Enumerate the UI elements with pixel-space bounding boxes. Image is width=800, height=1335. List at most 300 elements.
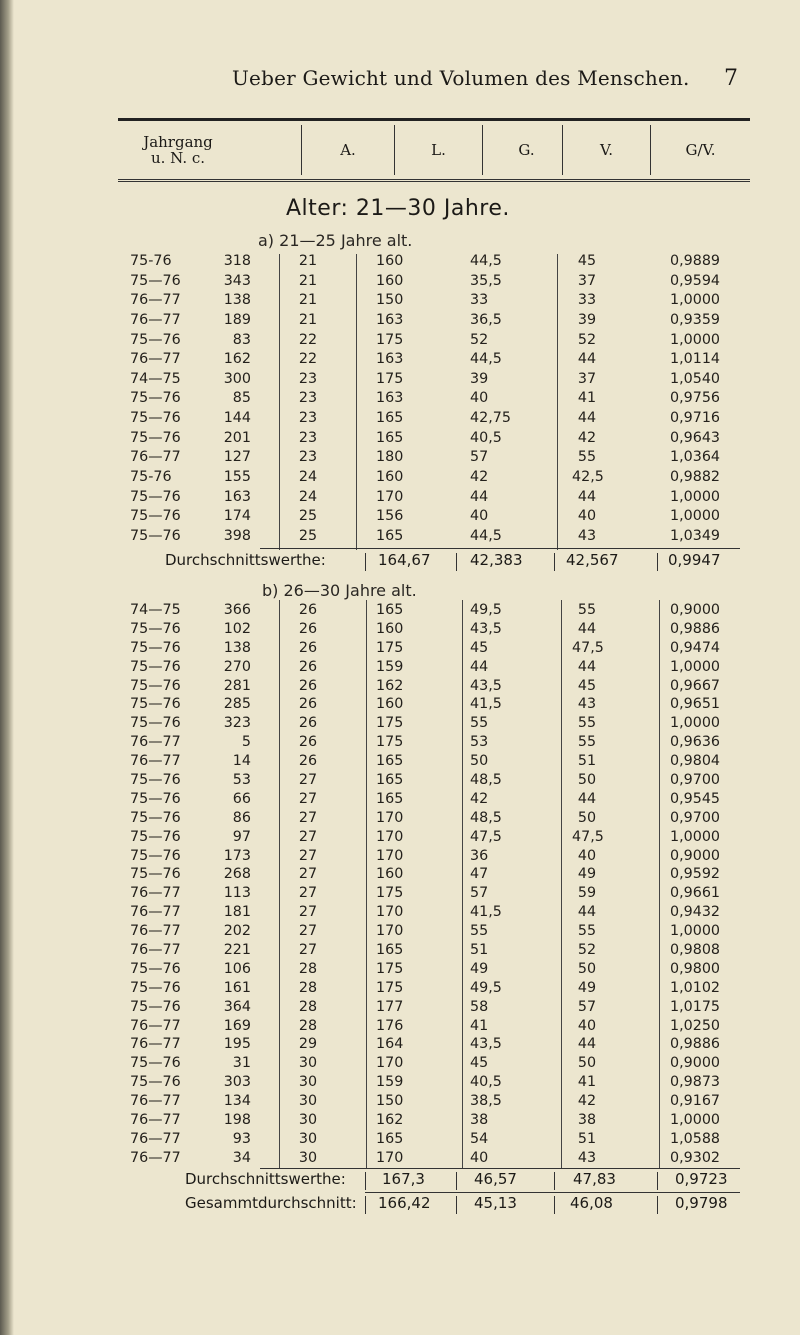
- cell-laenge: 165: [376, 602, 404, 618]
- column-header-l: L.: [431, 141, 446, 159]
- cell-jahrgang: 74—75: [130, 370, 181, 387]
- cell-g-v: 0,9882: [670, 469, 721, 486]
- cell-g-v: 1,0000: [670, 508, 721, 525]
- cell-jahrgang: 74—75: [130, 602, 181, 618]
- cell-laenge: 159: [376, 658, 404, 675]
- cell-nummer: 202: [223, 923, 251, 940]
- cell-g-v: 0,9000: [670, 602, 721, 618]
- column-header-g: G.: [518, 141, 535, 159]
- cell-jahrgang: 76—77: [130, 753, 181, 770]
- cell-laenge: 165: [376, 790, 404, 807]
- average-label: Durchschnittswerthe:: [185, 1170, 346, 1188]
- cell-nummer: 198: [223, 1112, 251, 1129]
- cell-gewicht: 49,5: [470, 602, 502, 618]
- table-row: [0, 865, 800, 884]
- table-row: [0, 714, 800, 733]
- cell-alter: 27: [298, 790, 318, 807]
- cell-g-v: 0,9804: [670, 753, 721, 770]
- cell-gewicht: 33: [470, 292, 489, 309]
- cell-alter: 29: [298, 1036, 318, 1053]
- cell-laenge: 160: [376, 272, 404, 289]
- page-header: [0, 66, 800, 96]
- table-row: [0, 639, 800, 658]
- cell-laenge: 175: [376, 715, 404, 732]
- cell-nummer: 66: [232, 790, 251, 807]
- cell-nummer: 5: [241, 734, 251, 751]
- cell-jahrgang: 76—77: [130, 449, 181, 466]
- cell-jahrgang: 75—76: [130, 790, 181, 807]
- cell-volumen: 44: [577, 488, 597, 505]
- average-v: 47,83: [573, 1170, 616, 1188]
- group-b-average-row: [0, 1167, 800, 1191]
- cell-alter: 23: [298, 410, 318, 427]
- cell-nummer: 268: [223, 866, 251, 883]
- cell-nummer: 162: [223, 351, 251, 368]
- cell-gewicht: 58: [470, 998, 489, 1015]
- average-v: 42,567: [566, 551, 619, 569]
- cell-gewicht: 41: [470, 1017, 489, 1034]
- cell-laenge: 160: [376, 253, 404, 269]
- cell-laenge: 175: [376, 639, 404, 656]
- table-row: [0, 507, 800, 527]
- cell-g-v: 1,0364: [670, 449, 721, 466]
- group-a-average-row: [0, 548, 800, 572]
- cell-gewicht: 51: [470, 942, 489, 959]
- cell-nummer: 34: [232, 1149, 251, 1166]
- column-header-row: [118, 118, 750, 182]
- cell-laenge: 180: [376, 449, 404, 466]
- cell-alter: 26: [298, 620, 318, 637]
- table-row: [0, 370, 800, 390]
- cell-gewicht: 43,5: [470, 620, 502, 637]
- cell-alter: 26: [298, 658, 318, 675]
- cell-gewicht: 43,5: [470, 677, 502, 694]
- cell-jahrgang: 76—77: [130, 1093, 181, 1110]
- cell-nummer: 201: [223, 429, 251, 446]
- cell-laenge: 165: [376, 753, 404, 770]
- cell-volumen: 52: [577, 942, 597, 959]
- cell-g-v: 0,9643: [670, 429, 721, 446]
- cell-alter: 28: [298, 1017, 318, 1034]
- cell-alter: 27: [298, 885, 318, 902]
- cell-alter: 30: [298, 1149, 318, 1166]
- cell-g-v: 0,9359: [670, 311, 721, 328]
- cell-nummer: 113: [223, 885, 251, 902]
- cell-alter: 24: [298, 488, 318, 505]
- table-row: [0, 350, 800, 370]
- table-row: [0, 847, 800, 866]
- cell-nummer: 93: [232, 1130, 251, 1147]
- cell-gewicht: 42: [470, 790, 489, 807]
- cell-gewicht: 45: [470, 1055, 489, 1072]
- average-gv: 0,9947: [668, 551, 721, 569]
- cell-alter: 28: [298, 998, 318, 1015]
- column-rule: [456, 1196, 457, 1214]
- cell-volumen: 37: [577, 370, 597, 387]
- column-header-gv: G/V.: [685, 141, 716, 159]
- page-number: 7: [724, 66, 738, 91]
- cell-alter: 23: [298, 390, 318, 407]
- cell-nummer: 398: [223, 527, 251, 544]
- cell-nummer: 281: [223, 677, 251, 694]
- cell-alter: 23: [298, 429, 318, 446]
- cell-nummer: 31: [232, 1055, 251, 1072]
- table-row: [0, 752, 800, 771]
- cell-nummer: 138: [223, 292, 251, 309]
- cell-volumen: 55: [577, 923, 597, 940]
- cell-g-v: 0,9756: [670, 390, 721, 407]
- cell-g-v: 0,9700: [670, 809, 721, 826]
- cell-nummer: 138: [223, 639, 251, 656]
- cell-alter: 26: [298, 602, 318, 618]
- cell-laenge: 162: [376, 677, 404, 694]
- cell-laenge: 163: [376, 351, 404, 368]
- table-row: [0, 998, 800, 1017]
- table-row: [0, 272, 800, 292]
- cell-laenge: 165: [376, 410, 404, 427]
- cell-jahrgang: 75—76: [130, 488, 181, 505]
- average-l: 167,3: [382, 1170, 425, 1188]
- cell-laenge: 175: [376, 960, 404, 977]
- cell-jahrgang: 75—76: [130, 696, 181, 713]
- cell-volumen: 55: [577, 449, 597, 466]
- table-row: [0, 658, 800, 677]
- cell-laenge: 176: [376, 1017, 404, 1034]
- cell-nummer: 189: [223, 311, 251, 328]
- table-row: [0, 620, 800, 639]
- column-rule: [365, 553, 366, 571]
- cell-volumen: 41: [577, 1074, 597, 1091]
- cell-volumen: 44: [577, 410, 597, 427]
- cell-nummer: 163: [223, 488, 251, 505]
- cell-nummer: 364: [223, 998, 251, 1015]
- average-label: Durchschnittswerthe:: [165, 551, 326, 569]
- cell-laenge: 165: [376, 527, 404, 544]
- cell-jahrgang: 76—77: [130, 923, 181, 940]
- cell-jahrgang: 75—76: [130, 847, 181, 864]
- cell-jahrgang: 76—77: [130, 1112, 181, 1129]
- column-rule: [365, 1172, 366, 1190]
- table-row: [0, 884, 800, 903]
- cell-gewicht: 43,5: [470, 1036, 502, 1053]
- cell-nummer: 134: [223, 1093, 251, 1110]
- total-label: Gesammtdurchschnitt:: [185, 1194, 357, 1212]
- column-rule: [365, 1196, 366, 1214]
- cell-g-v: 0,9800: [670, 960, 721, 977]
- cell-nummer: 102: [223, 620, 251, 637]
- cell-volumen: 37: [577, 272, 597, 289]
- cell-alter: 23: [298, 370, 318, 387]
- cell-gewicht: 44,5: [470, 351, 502, 368]
- cell-alter: 27: [298, 772, 318, 789]
- cell-g-v: 0,9667: [670, 677, 721, 694]
- cell-volumen: 39: [577, 311, 597, 328]
- cell-gewicht: 42,75: [470, 410, 511, 427]
- cell-volumen: 44: [577, 658, 597, 675]
- cell-g-v: 1,0102: [670, 979, 721, 996]
- cell-alter: 25: [298, 508, 318, 525]
- cell-jahrgang: 76—77: [130, 351, 181, 368]
- cell-laenge: 170: [376, 809, 404, 826]
- cell-nummer: 144: [223, 410, 251, 427]
- cell-jahrgang: 75—76: [130, 1074, 181, 1091]
- column-rule: [657, 1172, 658, 1190]
- jahrgang-sublabel: u. N. c.: [150, 149, 206, 167]
- cell-alter: 26: [298, 696, 318, 713]
- cell-g-v: 1,0000: [670, 658, 721, 675]
- cell-laenge: 160: [376, 696, 404, 713]
- cell-jahrgang: 75—76: [130, 620, 181, 637]
- cell-nummer: 300: [223, 370, 251, 387]
- cell-laenge: 170: [376, 488, 404, 505]
- cell-laenge: 150: [376, 1093, 404, 1110]
- cell-g-v: 1,0250: [670, 1017, 721, 1034]
- cell-alter: 21: [298, 311, 318, 328]
- cell-volumen: 59: [577, 885, 597, 902]
- cell-volumen: 44: [577, 790, 597, 807]
- cell-g-v: 0,9651: [670, 696, 721, 713]
- cell-laenge: 163: [376, 390, 404, 407]
- cell-volumen: 55: [577, 734, 597, 751]
- cell-jahrgang: 75—76: [130, 866, 181, 883]
- group-a-subtitle: a) 21—25 Jahre alt.: [258, 231, 413, 250]
- cell-gewicht: 35,5: [470, 272, 502, 289]
- cell-volumen: 45: [577, 253, 597, 269]
- cell-nummer: 127: [223, 449, 251, 466]
- cell-gewicht: 53: [470, 734, 489, 751]
- cell-laenge: 165: [376, 942, 404, 959]
- cell-g-v: 1,0000: [670, 488, 721, 505]
- cell-nummer: 169: [223, 1017, 251, 1034]
- table-row: [0, 677, 800, 696]
- cell-jahrgang: 76—77: [130, 1149, 181, 1166]
- cell-g-v: 0,9636: [670, 734, 721, 751]
- cell-jahrgang: 76—77: [130, 942, 181, 959]
- cell-jahrgang: 76—77: [130, 311, 181, 328]
- jahrgang-label: Jahrgang: [143, 133, 213, 151]
- table-row: [0, 771, 800, 790]
- cell-jahrgang: 76—77: [130, 1017, 181, 1034]
- cell-nummer: 85: [232, 390, 251, 407]
- cell-nummer: 343: [223, 272, 251, 289]
- table-row: [0, 331, 800, 351]
- table-row: [0, 601, 800, 620]
- table-row: [0, 429, 800, 449]
- cell-alter: 30: [298, 1130, 318, 1147]
- cell-nummer: 195: [223, 1036, 251, 1053]
- cell-volumen: 33: [577, 292, 597, 309]
- table-row: [0, 1130, 800, 1149]
- average-g: 46,57: [474, 1170, 517, 1188]
- cell-jahrgang: 75—76: [130, 677, 181, 694]
- cell-volumen: 40: [577, 508, 597, 525]
- cell-laenge: 165: [376, 1130, 404, 1147]
- cell-g-v: 1,0000: [670, 715, 721, 732]
- table-row: [0, 1092, 800, 1111]
- column-header-v: V.: [600, 141, 613, 159]
- cell-nummer: 173: [223, 847, 251, 864]
- cell-laenge: 170: [376, 923, 404, 940]
- cell-volumen: 43: [577, 1149, 597, 1166]
- cell-gewicht: 40: [470, 508, 489, 525]
- cell-jahrgang: 75—76: [130, 772, 181, 789]
- cell-gewicht: 54: [470, 1130, 489, 1147]
- cell-volumen: 50: [577, 1055, 597, 1072]
- cell-laenge: 164: [376, 1036, 404, 1053]
- cell-laenge: 165: [376, 772, 404, 789]
- cell-gewicht: 40: [470, 390, 489, 407]
- table-row: [0, 828, 800, 847]
- column-rule: [456, 1172, 457, 1190]
- total-g: 45,13: [474, 1194, 517, 1212]
- cell-volumen: 44: [577, 620, 597, 637]
- cell-nummer: 270: [223, 658, 251, 675]
- total-gv: 0,9798: [675, 1194, 728, 1212]
- running-title: Ueber Gewicht und Volumen des Menschen.: [232, 66, 690, 90]
- cell-laenge: 150: [376, 292, 404, 309]
- cell-jahrgang: 75—76: [130, 1055, 181, 1072]
- cell-gewicht: 47: [470, 866, 489, 883]
- cell-gewicht: 41,5: [470, 904, 502, 921]
- cell-alter: 26: [298, 639, 318, 656]
- cell-laenge: 175: [376, 734, 404, 751]
- cell-laenge: 170: [376, 847, 404, 864]
- cell-g-v: 0,9000: [670, 847, 721, 864]
- cell-nummer: 318: [223, 253, 251, 269]
- total-v: 46,08: [570, 1194, 613, 1212]
- table-row: [0, 1035, 800, 1054]
- cell-volumen: 49: [577, 866, 597, 883]
- cell-gewicht: 48,5: [470, 809, 502, 826]
- cell-volumen: 43: [577, 527, 597, 544]
- cell-jahrgang: 76—77: [130, 734, 181, 751]
- cell-nummer: 174: [223, 508, 251, 525]
- table-row: [0, 1054, 800, 1073]
- cell-jahrgang: 76—77: [130, 885, 181, 902]
- cell-gewicht: 44: [470, 658, 489, 675]
- table-row: [0, 1111, 800, 1130]
- cell-laenge: 175: [376, 979, 404, 996]
- group-b-total-row: [0, 1191, 800, 1215]
- cell-volumen: 57: [577, 998, 597, 1015]
- cell-nummer: 106: [223, 960, 251, 977]
- table-row: [0, 448, 800, 468]
- cell-gewicht: 50: [470, 753, 489, 770]
- cell-volumen: 44: [577, 904, 597, 921]
- cell-laenge: 177: [376, 998, 404, 1015]
- group-b-subtitle: b) 26—30 Jahre alt.: [262, 581, 417, 600]
- cell-jahrgang: 75—76: [130, 527, 181, 544]
- cell-g-v: 1,0000: [670, 292, 721, 309]
- cell-g-v: 0,9594: [670, 272, 721, 289]
- cell-volumen: 51: [577, 1130, 597, 1147]
- cell-laenge: 175: [376, 331, 404, 348]
- group-b-rows: [0, 601, 800, 1168]
- cell-laenge: 160: [376, 469, 404, 486]
- cell-volumen: 44: [577, 351, 597, 368]
- cell-nummer: 221: [223, 942, 251, 959]
- cell-alter: 27: [298, 904, 318, 921]
- cell-laenge: 160: [376, 866, 404, 883]
- cell-jahrgang: 75—76: [130, 828, 181, 845]
- cell-jahrgang: 75-76: [130, 253, 172, 269]
- cell-alter: 27: [298, 847, 318, 864]
- table-row: [0, 733, 800, 752]
- cell-g-v: 0,9302: [670, 1149, 721, 1166]
- table-row: [0, 903, 800, 922]
- cell-volumen: 49: [577, 979, 597, 996]
- cell-laenge: 162: [376, 1112, 404, 1129]
- cell-alter: 26: [298, 734, 318, 751]
- cell-volumen: 50: [577, 809, 597, 826]
- cell-g-v: 1,0000: [670, 1112, 721, 1129]
- cell-jahrgang: 75—76: [130, 960, 181, 977]
- table-row: [0, 941, 800, 960]
- cell-g-v: 0,9716: [670, 410, 721, 427]
- cell-gewicht: 44,5: [470, 253, 502, 269]
- cell-gewicht: 57: [470, 449, 489, 466]
- cell-gewicht: 47,5: [470, 828, 502, 845]
- cell-jahrgang: 75—76: [130, 715, 181, 732]
- cell-volumen: 41: [577, 390, 597, 407]
- cell-g-v: 0,9167: [670, 1093, 721, 1110]
- table-row: [0, 960, 800, 979]
- cell-gewicht: 41,5: [470, 696, 502, 713]
- cell-nummer: 155: [223, 469, 251, 486]
- cell-jahrgang: 75—76: [130, 639, 181, 656]
- cell-laenge: 170: [376, 1149, 404, 1166]
- cell-g-v: 0,9700: [670, 772, 721, 789]
- cell-jahrgang: 76—77: [130, 292, 181, 309]
- cell-g-v: 1,0000: [670, 923, 721, 940]
- cell-volumen: 55: [577, 602, 597, 618]
- table-row: [0, 979, 800, 998]
- cell-gewicht: 49: [470, 960, 489, 977]
- cell-g-v: 1,0175: [670, 998, 721, 1015]
- cell-g-v: 0,9661: [670, 885, 721, 902]
- table-row: [0, 252, 800, 272]
- cell-volumen: 52: [577, 331, 597, 348]
- cell-g-v: 0,9592: [670, 866, 721, 883]
- column-rule: [554, 1172, 555, 1190]
- cell-volumen: 44: [577, 1036, 597, 1053]
- cell-nummer: 323: [223, 715, 251, 732]
- cell-jahrgang: 75—76: [130, 508, 181, 525]
- cell-alter: 21: [298, 253, 318, 269]
- column-rule: [554, 553, 555, 571]
- cell-volumen: 40: [577, 1017, 597, 1034]
- cell-laenge: 160: [376, 620, 404, 637]
- cell-volumen: 47,5: [572, 828, 604, 845]
- cell-volumen: 51: [577, 753, 597, 770]
- table-row: [0, 468, 800, 488]
- cell-g-v: 1,0588: [670, 1130, 721, 1147]
- cell-alter: 27: [298, 828, 318, 845]
- cell-g-v: 0,9886: [670, 1036, 721, 1053]
- cell-volumen: 43: [577, 696, 597, 713]
- cell-jahrgang: 75—76: [130, 809, 181, 826]
- cell-alter: 27: [298, 942, 318, 959]
- group-a-rows: [0, 252, 800, 547]
- cell-gewicht: 40,5: [470, 429, 502, 446]
- cell-alter: 21: [298, 292, 318, 309]
- table-row: [0, 695, 800, 714]
- cell-jahrgang: 75—76: [130, 331, 181, 348]
- cell-jahrgang: 75—76: [130, 390, 181, 407]
- cell-volumen: 55: [577, 715, 597, 732]
- cell-laenge: 170: [376, 828, 404, 845]
- cell-gewicht: 44,5: [470, 527, 502, 544]
